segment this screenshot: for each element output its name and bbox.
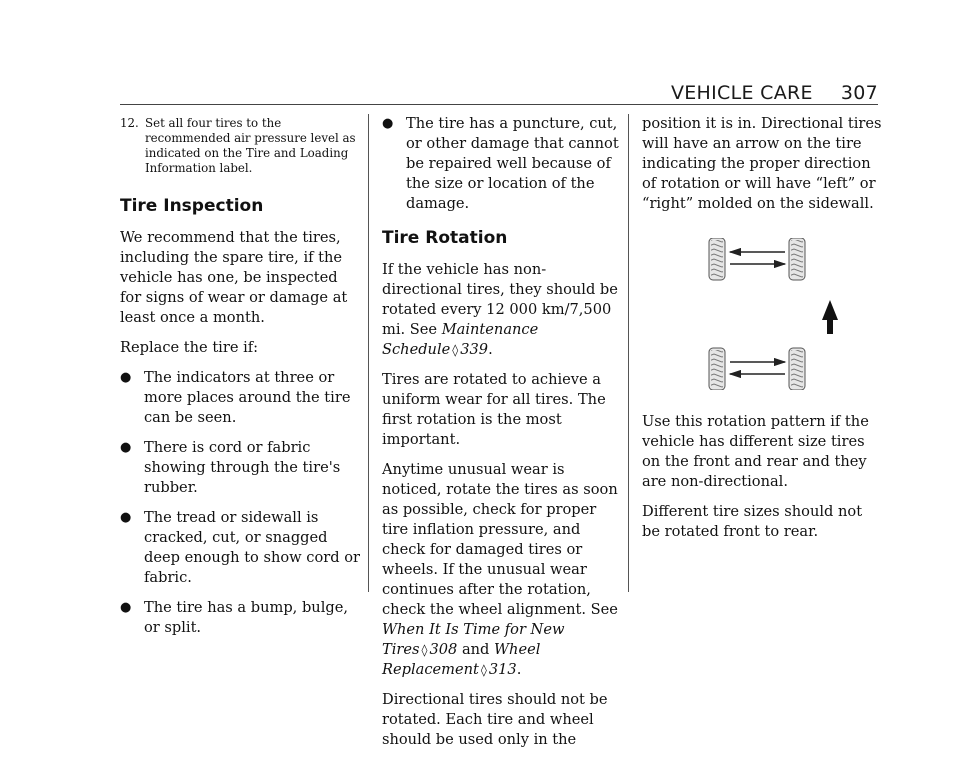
column-1 [120, 114, 360, 648]
rotation-pattern-paragraph: Use this rotation pattern if the vehicle has different size tires on the front and rear and they are non-directional. [642, 413, 869, 490]
list-item [120, 508, 360, 588]
page-reference-icon: ◊ [421, 643, 428, 657]
rotation-purpose-paragraph: Tires are rotated to achieve a uniform wear for all tires. The first rotation is the most important. [382, 371, 606, 448]
maintenance-schedule-link[interactable]: Maintenance Schedule [382, 321, 539, 358]
list-item [382, 114, 622, 214]
directional-tires-continued: position it is in. Directional tires will have an arrow on the tire indicating the proper direction of rotation or will have “left” or “right” molded on the sidewall. [642, 115, 882, 212]
section-title: VEHICLE CARE [670, 82, 813, 104]
step-12 [120, 116, 360, 176]
list-item-text: The tread or sidewall is cracked, cut, or snagged deep enough to show cord or fabric. [144, 509, 360, 586]
header-rule [120, 104, 878, 105]
bullet-icon: ● [120, 510, 132, 525]
new-tires-link[interactable]: When It Is Time for New Tires [382, 621, 565, 658]
inspection-intro: We recommend that the tires, including the spare tire, if the vehicle has one, be inspected for signs of wear or damage at least once a month. [120, 229, 348, 326]
column-divider-1 [368, 114, 369, 592]
list-item-text: The indicators at three or more places around the tire can be seen. [144, 369, 351, 426]
tire-sizes-paragraph: Different tire sizes should not be rotated front to rear. [642, 503, 863, 540]
rotation-pattern-diagram [642, 238, 872, 390]
replace-if-text: Replace the tire if: [120, 339, 259, 356]
tire-rear-left-icon [709, 348, 725, 390]
unusual-wear-paragraph: Anytime unusual wear is noticed, rotate the tires as soon as possible, check for proper tire inflation pressure, and check for damaged tires or wheels. If the unusual wear continues after the rotation, check the wheel alignment. See When It Is Time for New Tires ◊ 308 and Wheel Replacement ◊ 313. [382, 461, 618, 678]
list-item-text: The tire has a bump, bulge, or split. [144, 599, 348, 636]
list-item-text: The tire has a puncture, cut, or other damage that cannot be repaired well because of the size or location of the damage. [406, 115, 619, 212]
replace-conditions-list-cont [382, 114, 622, 214]
bullet-icon: ● [120, 370, 132, 385]
list-item [120, 438, 360, 498]
list-item [120, 368, 360, 428]
step-text: Set all four tires to the recommended air pressure level as indicated on the Tire and Loading Information label. [145, 116, 356, 175]
page-number: 307 [840, 82, 878, 104]
tire-front-right-icon [789, 238, 805, 280]
page-ref-308[interactable]: 308 [429, 641, 458, 658]
page-reference-icon: ◊ [480, 663, 487, 677]
replace-conditions-list [120, 368, 360, 638]
bullet-icon: ● [382, 116, 394, 131]
tire-rotation-heading: Tire Rotation [382, 228, 508, 248]
page-ref-313[interactable]: 313 [488, 661, 517, 678]
tire-inspection-heading: Tire Inspection [120, 196, 264, 216]
page-ref-339[interactable]: 339 [460, 341, 489, 358]
directional-tires-paragraph: Directional tires should not be rotated. Each tire and wheel should be used only in the [382, 691, 608, 748]
column-2 [382, 114, 622, 760]
column-divider-2 [628, 114, 629, 592]
forward-direction-arrow-icon [822, 300, 838, 334]
step-number: 12. [120, 116, 139, 130]
wheel-replacement-link[interactable]: Wheel Replacement [382, 641, 541, 678]
bullet-icon: ● [120, 600, 132, 615]
tire-front-left-icon [709, 238, 725, 280]
bullet-icon: ● [120, 440, 132, 455]
list-item [120, 598, 360, 638]
tire-rear-right-icon [789, 348, 805, 390]
list-item-text: There is cord or fabric showing through the tire's rubber. [144, 439, 341, 496]
column-3 [642, 114, 882, 552]
page-header [671, 82, 878, 104]
rotation-interval-paragraph: If the vehicle has non-directional tires, they should be rotated every 12 000 km/7,500 mi. See Maintenance Schedule ◊ 339. [382, 261, 618, 358]
page-reference-icon: ◊ [452, 343, 459, 357]
